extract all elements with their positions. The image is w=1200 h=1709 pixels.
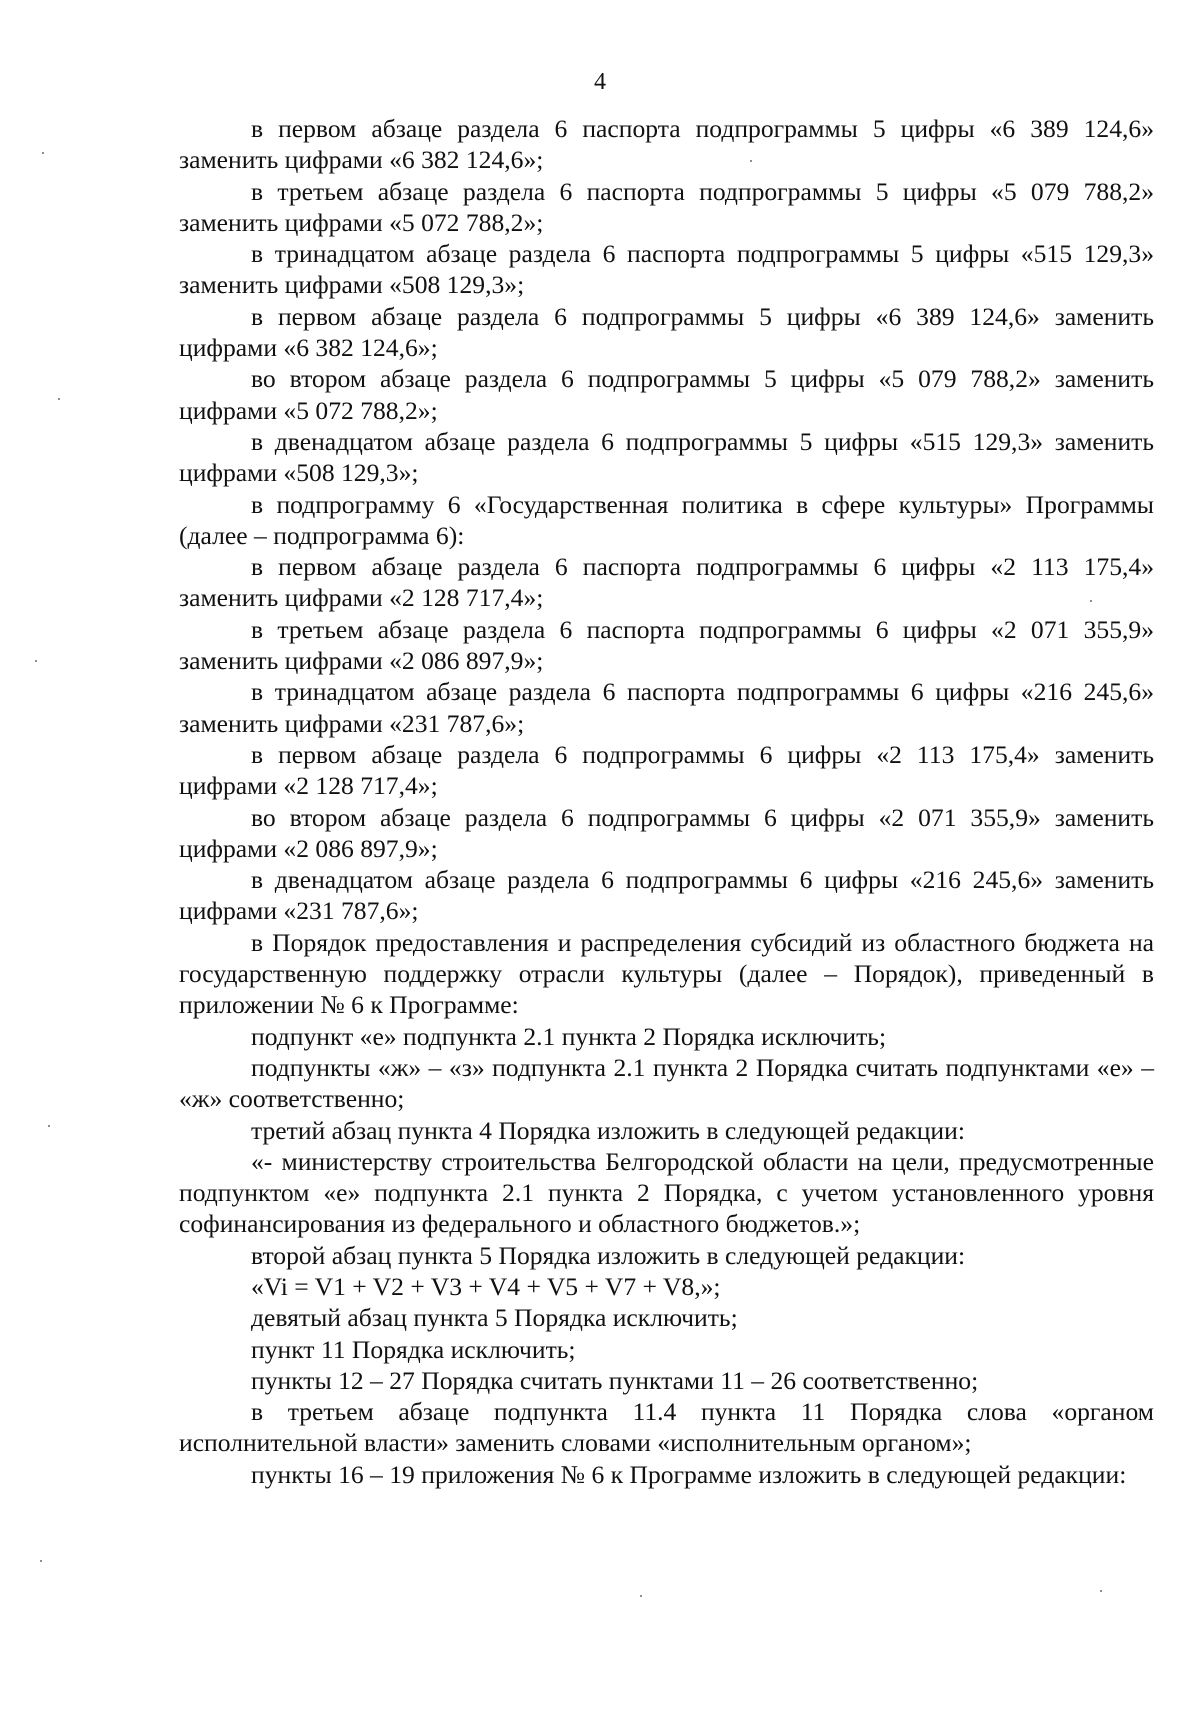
paragraph: подпункт «е» подпункта 2.1 пункта 2 Порядка исключить; [251, 1021, 887, 1051]
scan-speck [40, 1560, 42, 1562]
paragraph: в третьем абзаце раздела 6 паспорта подпрограммы 6 цифры «2 071 355,9» заменить цифрами «2 086 897,9»; [179, 614, 1154, 676]
paragraph: пункты 16 – 19 приложения № 6 к Программе изложить в следующей редакции: [251, 1459, 1127, 1489]
paragraph: в тринадцатом абзаце раздела 6 паспорта подпрограммы 6 цифры «216 245,6» заменить цифрами «231 787,6»; [179, 677, 1154, 738]
paragraph: пункт 11 Порядка исключить; [251, 1334, 576, 1364]
paragraph: в третьем абзаце подпункта 11.4 пункта 11 Порядка слова «органом исполнительной власти» заменить словами «исполнительным органом»; [179, 1397, 1154, 1458]
paragraph: подпункты «ж» – «з» подпункта 2.1 пункта 2 Порядка считать подпунктами «е» – «ж» соответственно; [179, 1052, 1154, 1114]
paragraph: в подпрограмму 6 «Государственная политика в сфере культуры» Программы (далее – подпрограмма 6): [179, 489, 1154, 550]
paragraph: пункты 12 – 27 Порядка считать пунктами 11 – 26 соответственно; [251, 1365, 979, 1395]
paragraph: в тринадцатом абзаце раздела 6 паспорта подпрограммы 5 цифры «515 129,3» заменить цифрами «508 129,3»; [179, 239, 1154, 300]
scan-speck [42, 152, 44, 154]
scan-speck [1090, 600, 1092, 602]
scan-speck [35, 660, 37, 662]
paragraph: в первом абзаце раздела 6 паспорта подпрограммы 6 цифры «2 113 175,4» заменить цифрами «2 128 717,4»; [179, 552, 1154, 613]
paragraph: в Порядок предоставления и распределения субсидий из областного бюджета на государственную поддержку отрасли культуры (далее – Порядок), приведенный в приложении № 6 к Программе: [179, 927, 1154, 1020]
paragraph: третий абзац пункта 4 Порядка изложить в следующей редакции: [251, 1115, 965, 1145]
paragraph: в первом абзаце раздела 6 подпрограммы 6 цифры «2 113 175,4» заменить цифрами «2 128 717,4»; [179, 739, 1154, 801]
paragraph: девятый абзац пункта 5 Порядка исключить; [251, 1303, 738, 1333]
paragraph: во втором абзаце раздела 6 подпрограммы 5 цифры «5 079 788,2» заменить цифрами «5 072 788,2»; [179, 364, 1154, 425]
paragraph: второй абзац пункта 5 Порядка изложить в следующей редакции: [251, 1240, 966, 1270]
paragraph: во втором абзаце раздела 6 подпрограммы 6 цифры «2 071 355,9» заменить цифрами «2 086 897,9»; [179, 802, 1154, 863]
paragraph: «Vi = V1 + V2 + V3 + V4 + V5 + V7 + V8,»; [251, 1271, 721, 1301]
paragraph: «- министерству строительства Белгородской области на цели, предусмотренные подпунктом «е» подпункта 2.1 пункта 2 Порядка, с учетом установленного уровня софинансирования из федерального и областного бюджетов.»; [179, 1146, 1154, 1239]
scan-speck [48, 1125, 50, 1127]
scan-speck [58, 398, 60, 400]
paragraph: в первом абзаце раздела 6 подпрограммы 5 цифры «6 389 124,6» заменить цифрами «6 382 124,6»; [179, 301, 1154, 363]
paragraph: в двенадцатом абзаце раздела 6 подпрограммы 5 цифры «515 129,3» заменить цифрами «508 129,3»; [179, 426, 1154, 488]
scan-speck [640, 1595, 642, 1597]
scan-speck [750, 160, 752, 162]
paragraph: в третьем абзаце раздела 6 паспорта подпрограммы 5 цифры «5 079 788,2» заменить цифрами «5 072 788,2»; [179, 176, 1154, 237]
document-body [179, 113, 1154, 1490]
scan-speck [1100, 1590, 1102, 1592]
paragraph: в двенадцатом абзаце раздела 6 подпрограммы 6 цифры «216 245,6» заменить цифрами «231 787,6»; [179, 865, 1154, 926]
paragraph: в первом абзаце раздела 6 паспорта подпрограммы 5 цифры «6 389 124,6» заменить цифрами «6 382 124,6»; [179, 114, 1154, 175]
page-number: 4 [594, 69, 606, 95]
